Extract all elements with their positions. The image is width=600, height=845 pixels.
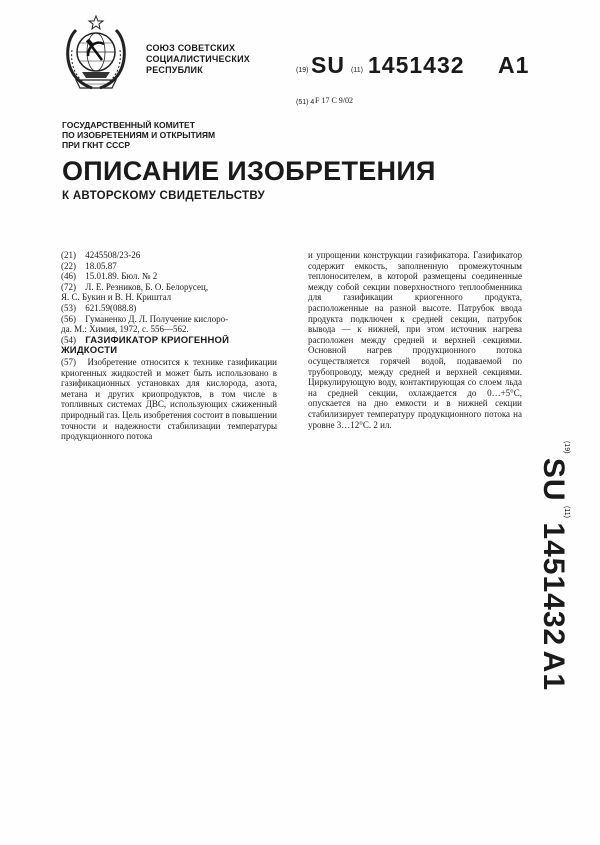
- committee-line: ПО ИЗОБРЕТЕНИЯМ И ОТКРЫТИЯМ: [62, 130, 216, 140]
- state-line: РЕСПУБЛИК: [146, 65, 203, 75]
- state-line: СОЦИАЛИСТИЧЕСКИХ: [146, 54, 250, 64]
- state-line: СОЮЗ СОВЕТСКИХ: [146, 43, 236, 53]
- biblio-text: да. М.: Химия, 1972, с. 556—562.: [61, 324, 189, 335]
- abstract-part-1: [61, 357, 277, 442]
- biblio-text: Л. Е. Резников, Б. О. Белорусец,: [85, 281, 209, 292]
- abstract-code: (57): [61, 356, 76, 367]
- biblio-code: (22): [61, 260, 76, 271]
- biblio-line: [61, 324, 277, 335]
- sidebar-country: SU: [537, 457, 570, 502]
- biblio-text: 18.05.87: [85, 260, 117, 271]
- biblio-text: 621.59(088.8): [85, 302, 137, 313]
- document-subtitle: К АВТОРСКОМУ СВИДЕТЕЛЬСТВУ: [62, 190, 265, 202]
- biblio-line: [61, 303, 277, 314]
- committee-name: [62, 120, 215, 150]
- invention-title-line: [61, 335, 277, 347]
- sidebar-code-11: (11): [563, 506, 570, 518]
- sidebar-kind: A1: [537, 650, 570, 692]
- invention-title-cont: ЖИДКОСТИ: [61, 346, 118, 357]
- code-11: (11): [351, 67, 363, 74]
- abstract-text-1: Изобретение относится к технике газификации криогенных жидкостей и может быть использовано в газификационных установках для кислорода, азота, метана и других криопродуктов, в том числе в топливных системах ДВС, использующих сжиженный природный газ. Цель изобретения состоит в повышении точности и надежности стабилизации температуры продукционного потока: [61, 356, 277, 442]
- code-19: (19): [296, 67, 309, 74]
- biblio-line: [61, 314, 277, 325]
- invention-code: (54): [61, 334, 76, 345]
- sidebar-number: 1451432: [537, 522, 570, 647]
- biblio-line: [61, 261, 277, 272]
- ipc-class: F 17 C 9/02: [315, 96, 354, 105]
- biblio-line: [61, 271, 277, 282]
- biblio-code: (56): [61, 313, 76, 324]
- biblio-code: (21): [61, 250, 76, 260]
- biblio-code: (53): [61, 302, 76, 313]
- biblio-text: Я. С. Букин и В. Н. Криштал: [61, 292, 172, 303]
- invention-title: ГАЗИФИКАТОР КРИОГЕННОЙ: [85, 334, 230, 346]
- state-name: [146, 43, 250, 76]
- country-code: SU: [311, 52, 345, 78]
- committee-line: ГОСУДАРСТВЕННЫЙ КОМИТЕТ: [62, 120, 195, 130]
- committee-line: ПРИ ГКНТ СССР: [62, 140, 131, 150]
- biblio-text: 4245508/23-26: [85, 250, 141, 260]
- biblio-line: [61, 292, 277, 303]
- left-column: [61, 250, 277, 442]
- biblio-text: 15.01.89. Бюл. № 2: [85, 271, 158, 282]
- sidebar-code-19: (19): [563, 440, 570, 454]
- patent-number: 1451432: [368, 52, 465, 78]
- abstract-part-2: и упрощении конструкции газификатора. Газификатор содержит емкость, заполненную промежуточным теплоносителем, в которой размещены соединенные между собой секции поверхностного теплообменника для газификации криогенного продукта, расположенные на разной высоте. Патрубок ввода продукта подключен к средней секции, патрубок вывода — к нижней, при этом источник нагрева расположен между средней и верхней секциями. Основной нагрев продукционного потока осуществляется горячей водой, подаваемой по трубопроводу, между средней и верхней секциями. Циркулирующую воду, контактирующая со слоем льда на средней секции, охлаждается до 0…+5°С, опускается на дно емкости и в нижней секции стабилизирует температуру продукционного потока на уровне 3…12°С. 2 ил.: [308, 250, 522, 430]
- biblio-line: [61, 282, 277, 293]
- biblio-code: (46): [61, 271, 76, 282]
- code-51: (51) 4: [296, 99, 315, 106]
- document-kind: A1: [498, 52, 530, 78]
- biblio-text: Гуманенко Д. Л. Получение кислоро-: [85, 313, 229, 324]
- biblio-line: [61, 250, 277, 261]
- document-title: ОПИСАНИЕ ИЗОБРЕТЕНИЯ: [62, 156, 436, 186]
- biblio-code: (72): [61, 281, 76, 292]
- ussr-emblem: [62, 14, 130, 92]
- sidebar-patent-number: [527, 440, 579, 692]
